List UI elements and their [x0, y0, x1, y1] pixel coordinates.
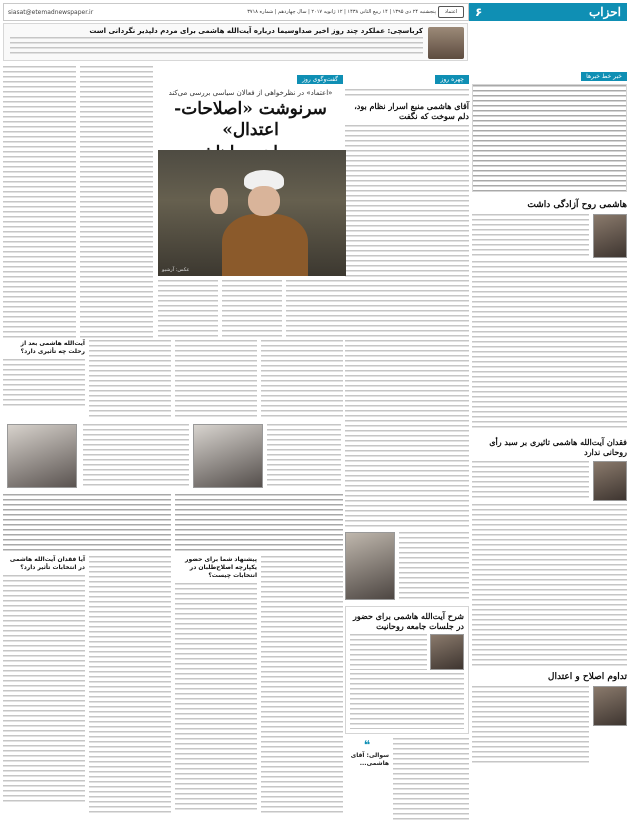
article-headline: هاشمی روح آزادگی داشت: [527, 200, 627, 210]
author-photo: [593, 686, 627, 726]
interview-tag: چهره روز: [435, 75, 469, 84]
article-body-continued: [472, 504, 627, 666]
feature-body-row: [158, 280, 346, 338]
left-body-col: [3, 66, 76, 338]
author-photo: [593, 461, 627, 501]
photo-caption: عکس: آرشیو: [162, 267, 190, 273]
answer-body: [3, 575, 85, 805]
quote-icon: ❝: [363, 738, 371, 752]
article-hashemi-spirit: [472, 200, 627, 431]
pull-quote: [345, 738, 389, 820]
section-banner: [469, 3, 627, 21]
article-headline: تداوم اصلاح و اعتدال: [547, 672, 627, 682]
cleric-photo: [430, 634, 464, 670]
lower-interviews: [3, 340, 343, 818]
feature-body-col: [286, 280, 346, 338]
article-body-continued: [472, 261, 627, 431]
lower-body-col: [175, 340, 257, 420]
right-column: [472, 23, 627, 817]
lower-body-col: [261, 556, 343, 816]
question-headline: آیا فقدان آیت‌الله هاشمی در انتخابات تأثیر دارد؟: [9, 556, 85, 571]
top-news-strip: [3, 23, 468, 61]
masthead-bar: [3, 3, 627, 21]
article-body: [472, 686, 589, 766]
feature-body-col: [222, 280, 282, 338]
dateline: پنجشنبه ۲۴ دی ۱۳۹۵ | ۱۴ ربیع الثانی ۱۴۳۸ | ۱۲ ژانویه ۲۰۱۷ | سال چهاردهم | شماره ۳۷۱۸: [247, 9, 436, 15]
lower-body-col: [261, 340, 343, 420]
pull-quote-text: سوالی: آقای هاشمی...: [350, 752, 389, 767]
feature-subtitle: «اعتماد» در نظرخواهی از فعالان سیاسی بررسی می‌کند: [168, 89, 333, 97]
answer-body: [175, 583, 257, 813]
lower-body-col: [89, 340, 171, 420]
interview-body-cont: [399, 532, 469, 600]
question-block: [175, 556, 257, 816]
feature-body-col: [158, 280, 218, 338]
left-body-col: [80, 66, 153, 338]
question-headline: پیشنهاد شما برای حضور یکپارچه اصلاح‌طلبان در انتخابات چیست؟: [185, 556, 257, 579]
author-photo: [593, 214, 627, 258]
article-headline: فقدان آیت‌الله هاشمی تاثیری بر سبد رأی روحانی ندارد: [489, 437, 627, 457]
left-columns: [3, 66, 153, 338]
article-body: [472, 461, 589, 501]
article-rouhani-vote: [472, 437, 627, 666]
top-news-title: کرباسچی: عملکرد چند روز اخیر صداوسیما درباره آیت‌الله هاشمی برای مردم دلپذیر نگردانی است: [89, 27, 423, 35]
question-block: [3, 340, 85, 420]
page-number: ۶: [475, 5, 483, 19]
interview-body: [345, 125, 469, 530]
column-interview: [345, 66, 469, 818]
pull-quote-block: [3, 494, 171, 552]
news-tag: خبر خط خبرها: [581, 72, 627, 81]
interviewee-photo: [345, 532, 395, 600]
box-headline: شرح آیت‌الله هاشمی برای حضور در جلسات جامعه روحانیت: [353, 611, 464, 631]
newspaper-logo: اعتماد: [438, 6, 464, 18]
portrait-photo: [428, 27, 464, 59]
feature-kicker: گفت‌وگوی روز: [297, 75, 343, 84]
lower-body-right: [267, 424, 341, 488]
site-email: siasat@etemadnewspaper.ir: [8, 8, 94, 16]
box-body: [350, 634, 427, 670]
interviewee-photo: [7, 424, 77, 488]
article-body: [472, 214, 589, 258]
pull-quote-block: [175, 494, 343, 552]
feature-photo: [158, 150, 346, 276]
interview-headline: آقای هاشمی منبع اسرار نظام بود، دلم سوخت که نگفت: [354, 101, 469, 121]
lower-body-mid: [83, 424, 189, 488]
box-body-continued: [350, 673, 464, 729]
cleric-figure: [214, 164, 314, 276]
lower-body-col: [89, 556, 171, 816]
masthead-info: [3, 3, 469, 21]
byline: [345, 89, 469, 99]
sidebar-box: [345, 606, 469, 734]
feature-title-1: سرنوشت «اصلاحات-اعتدال»: [174, 99, 327, 140]
interviewee-photo: [193, 424, 263, 488]
section-title: احزاب: [588, 5, 621, 19]
question-headline: آیت‌الله هاشمی بعد از رحلت چه تأثیری دارد؟: [20, 340, 85, 355]
article-reform-moderation: [472, 672, 627, 766]
answer-body: [3, 359, 85, 409]
news-bullets: [472, 84, 627, 192]
interview-tail: [393, 738, 469, 820]
question-block: [3, 556, 85, 816]
top-news-body: [10, 37, 423, 57]
